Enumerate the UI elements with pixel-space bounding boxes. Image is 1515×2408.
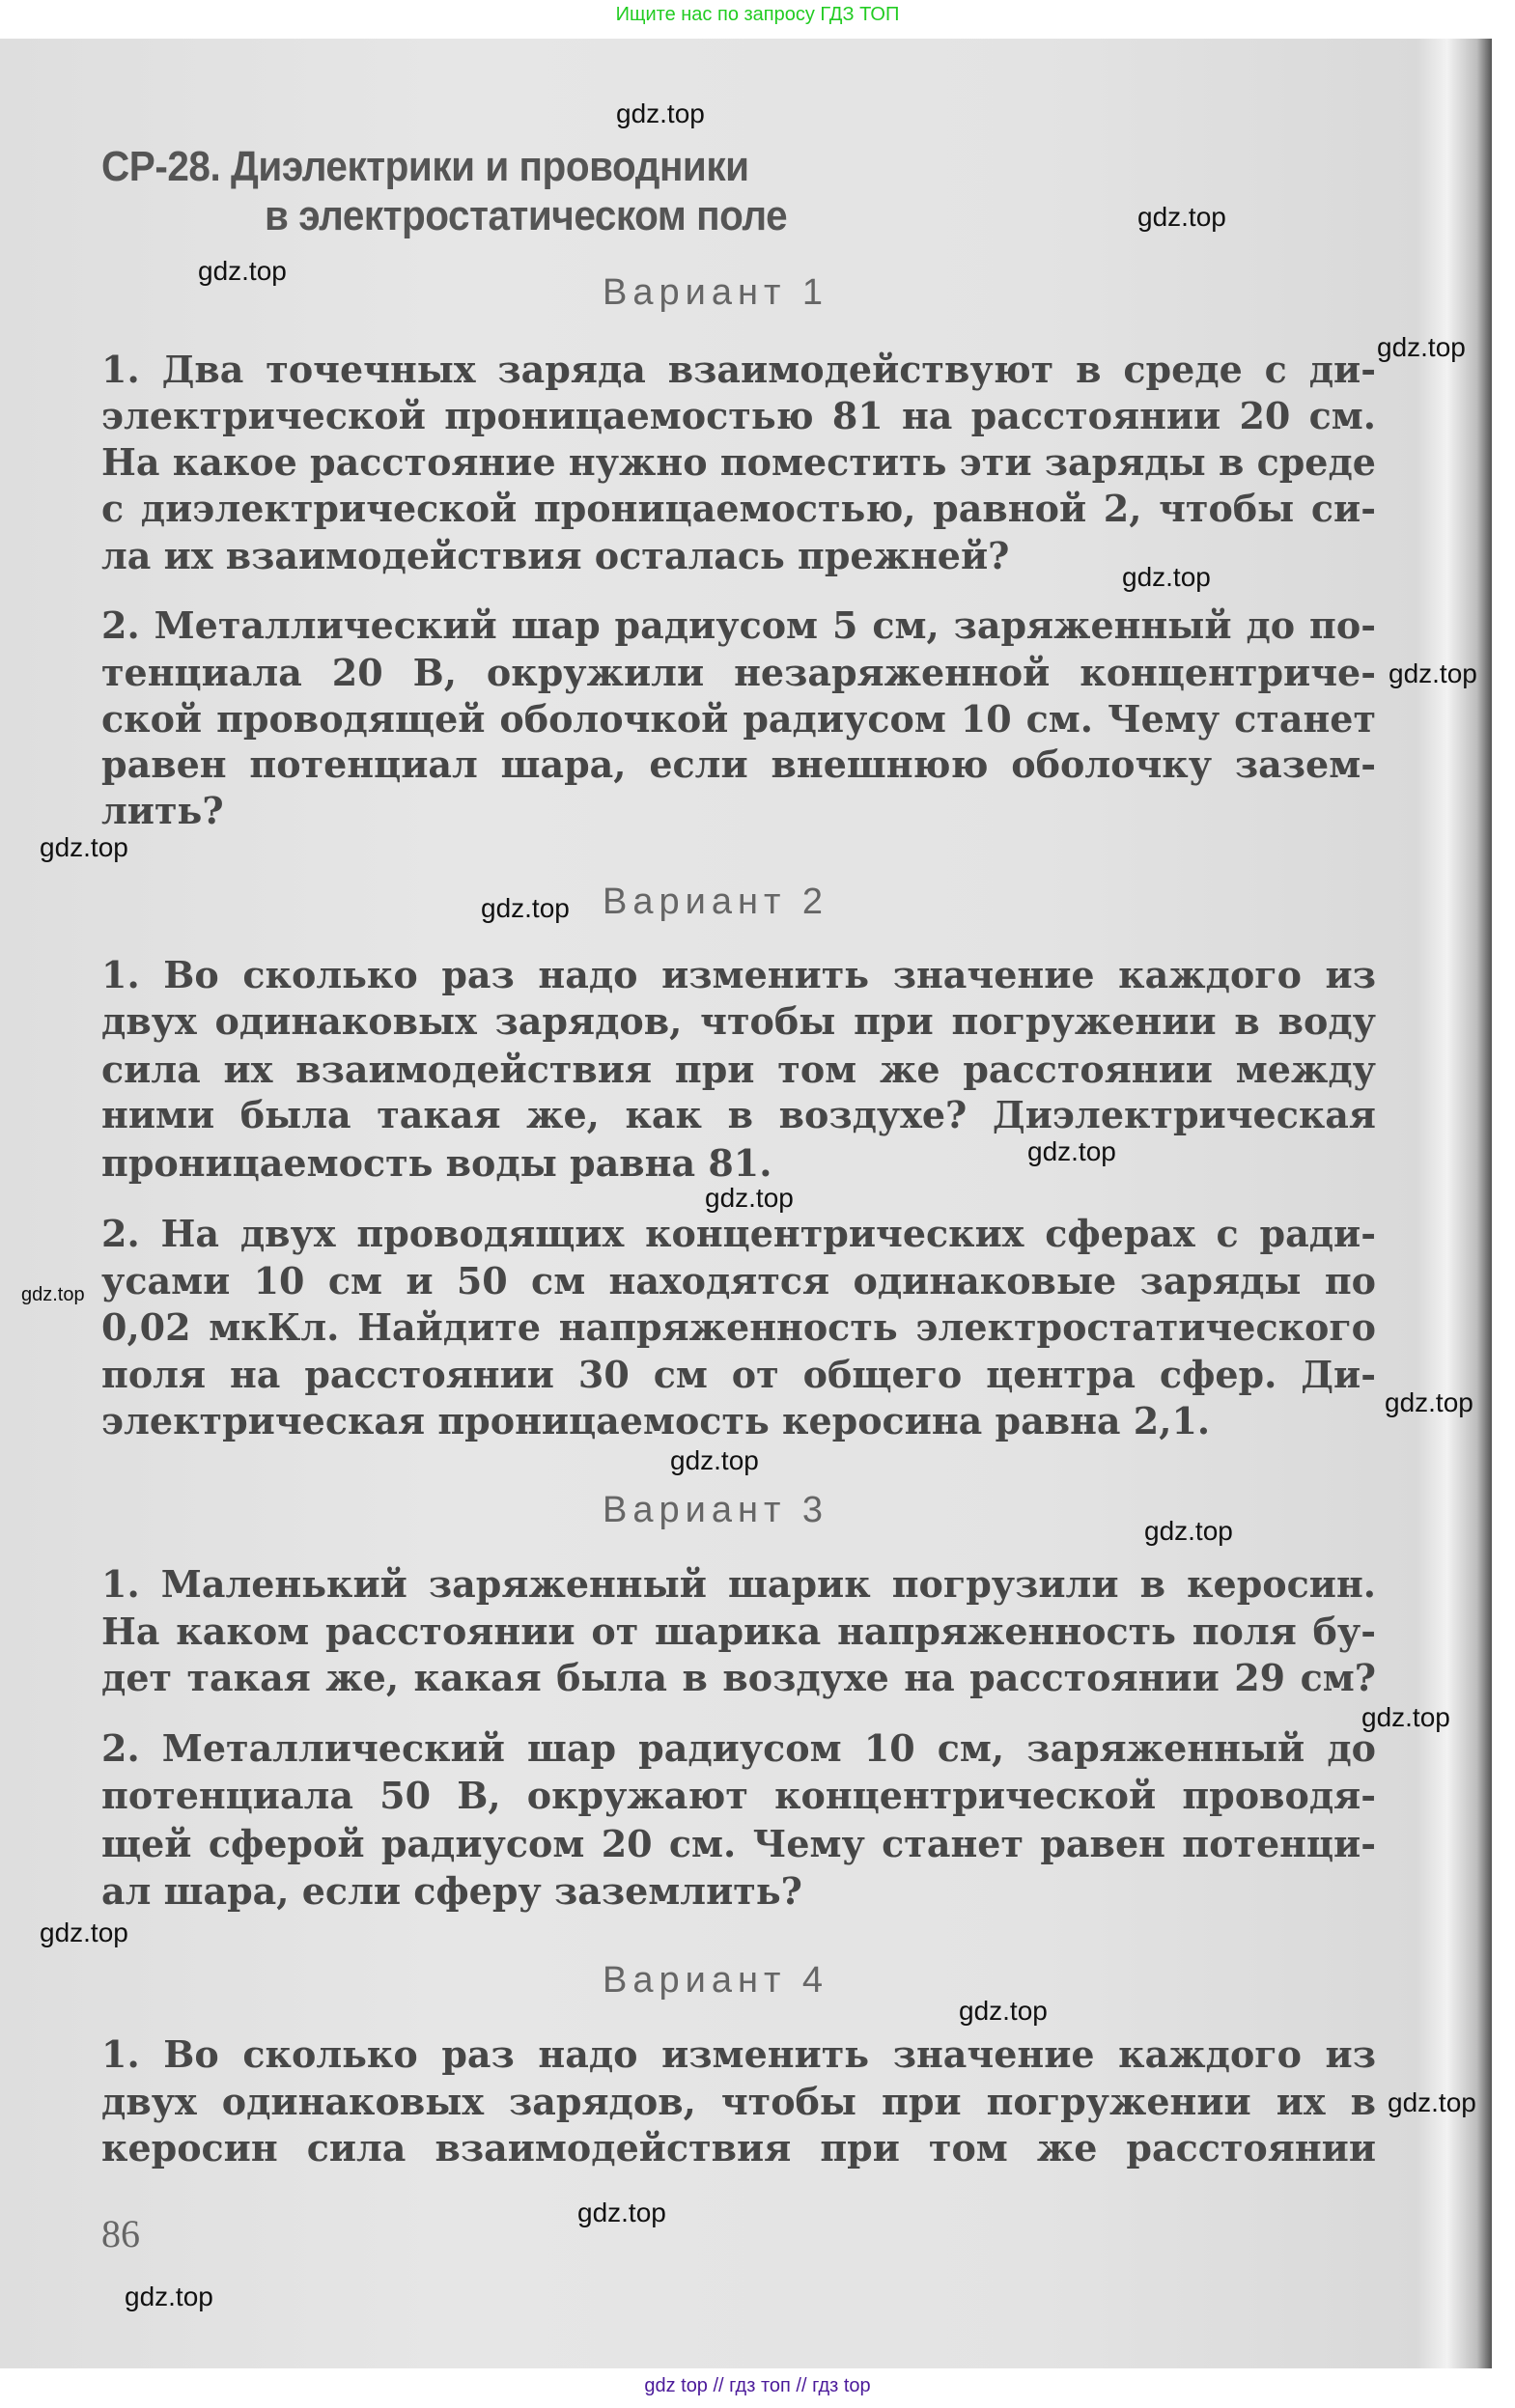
variant-3-heading: Вариант 3 <box>603 1490 829 1530</box>
watermark: gdz.top <box>959 1996 1048 2026</box>
watermark: gdz.top <box>21 1284 85 1305</box>
problem-v1q2-line: ской проводящей оболочкой радиусом 10 см. Чему станет <box>101 697 1376 741</box>
problem-v1q1-line: электрической проницаемостью 81 на расстоянии 20 см. <box>101 394 1376 437</box>
problem-v2q1-line: сила их взаимодействия при том же расстоянии между <box>101 1048 1376 1091</box>
problem-v2q2-line: 2. На двух проводящих концентрических сферах с ради- <box>101 1212 1376 1255</box>
problem-v2q2-line: усами 10 см и 50 см находятся одинаковые заряды по <box>101 1259 1376 1302</box>
problem-v2q2-line: электрическая проницаемость керосина равна 2,1. <box>101 1399 1211 1442</box>
problem-v2q2-line: 0,02 мкКл. Найдите напряженность электростатического <box>101 1305 1376 1349</box>
section-title-line2: в электростатическом поле <box>265 192 788 239</box>
watermark: gdz.top <box>670 1445 759 1475</box>
problem-v1q2-line: тенциала 20 В, окружили незаряженной концентриче- <box>101 651 1376 694</box>
watermark: gdz.top <box>1377 332 1466 362</box>
problem-v4q1-line: 1. Во сколько раз надо изменить значение каждого из <box>101 2032 1376 2076</box>
problem-v2q1-line: ними была такая же, как в воздухе? Диэлектрическая <box>101 1093 1376 1136</box>
page-number: 86 <box>101 2212 140 2255</box>
problem-v2q1-line: проницаемость воды равна 81. <box>101 1141 772 1185</box>
watermark: gdz.top <box>1122 562 1211 592</box>
problem-v4q1-line: керосин сила взаимодействия при том же расстоянии <box>101 2126 1376 2170</box>
watermark: gdz.top <box>1027 1136 1116 1166</box>
problem-v3q1-line: На каком расстоянии от шарика напряженность поля бу- <box>101 1610 1376 1653</box>
watermark: gdz.top <box>40 1918 128 1947</box>
watermark: gdz.top <box>1385 1387 1473 1417</box>
watermark: gdz.top <box>1144 1516 1233 1546</box>
section-title-line1: СР-28. Диэлектрики и проводники <box>101 143 749 190</box>
variant-4-heading: Вариант 4 <box>603 1960 829 2001</box>
problem-v3q2-line: ал шара, если сферу заземлить? <box>101 1869 802 1913</box>
watermark: gdz.top <box>1389 658 1477 688</box>
watermark: gdz.top <box>705 1183 794 1213</box>
watermark: gdz.top <box>577 2198 666 2227</box>
problem-v1q2-line: лить? <box>101 789 224 832</box>
variant-2-heading: Вариант 2 <box>603 882 829 922</box>
problem-v1q1-line: 1. Два точечных заряда взаимодействуют в среде с ди- <box>101 348 1376 391</box>
problem-v3q2-line: потенциала 50 В, окружают концентрической проводя- <box>101 1774 1376 1817</box>
watermark: gdz.top <box>1388 2087 1476 2117</box>
problem-v2q1-line: 1. Во сколько раз надо изменить значение каждого из <box>101 953 1376 996</box>
watermark: gdz.top <box>198 256 287 286</box>
watermark: gdz.top <box>481 893 570 923</box>
problem-v1q2-line: равен потенциал шара, если внешнюю оболочку зазем- <box>101 742 1376 786</box>
problem-v1q1-line: ла их взаимодействия осталась прежней? <box>101 534 1010 577</box>
problem-v3q1-line: 1. Маленький заряженный шарик погрузили в керосин. <box>101 1562 1376 1606</box>
watermark: gdz.top <box>125 2282 213 2311</box>
watermark: gdz.top <box>1361 1702 1450 1732</box>
problem-v1q1-line: с диэлектрической проницаемостью, равной 2, чтобы си- <box>101 487 1376 530</box>
problem-v1q1-line: На какое расстояние нужно поместить эти заряды в среде <box>101 440 1376 484</box>
problem-v2q2-line: поля на расстоянии 30 см от общего центра сфер. Ди- <box>101 1353 1376 1396</box>
top-banner[interactable]: Ищите нас по запросу ГДЗ ТОП <box>615 4 900 25</box>
problem-v1q2-line: 2. Металлический шар радиусом 5 см, заряженный до по- <box>101 603 1376 647</box>
problem-v4q1-line: двух одинаковых зарядов, чтобы при погружении их в <box>101 2080 1376 2123</box>
problem-v3q1-line: дет такая же, какая была в воздухе на расстоянии 29 см? <box>101 1656 1376 1699</box>
problem-v3q2-line: 2. Металлический шар радиусом 10 см, заряженный до <box>101 1726 1376 1770</box>
variant-1-heading: Вариант 1 <box>603 272 829 313</box>
problem-v2q1-line: двух одинаковых зарядов, чтобы при погружении в воду <box>101 999 1376 1043</box>
problem-v3q2-line: щей сферой радиусом 20 см. Чему станет равен потенци- <box>101 1822 1376 1865</box>
watermark: gdz.top <box>1137 202 1226 232</box>
watermark: gdz.top <box>616 98 705 128</box>
bottom-banner[interactable]: gdz top // гдз топ // гдз top <box>644 2375 871 2396</box>
watermark: gdz.top <box>40 832 128 862</box>
